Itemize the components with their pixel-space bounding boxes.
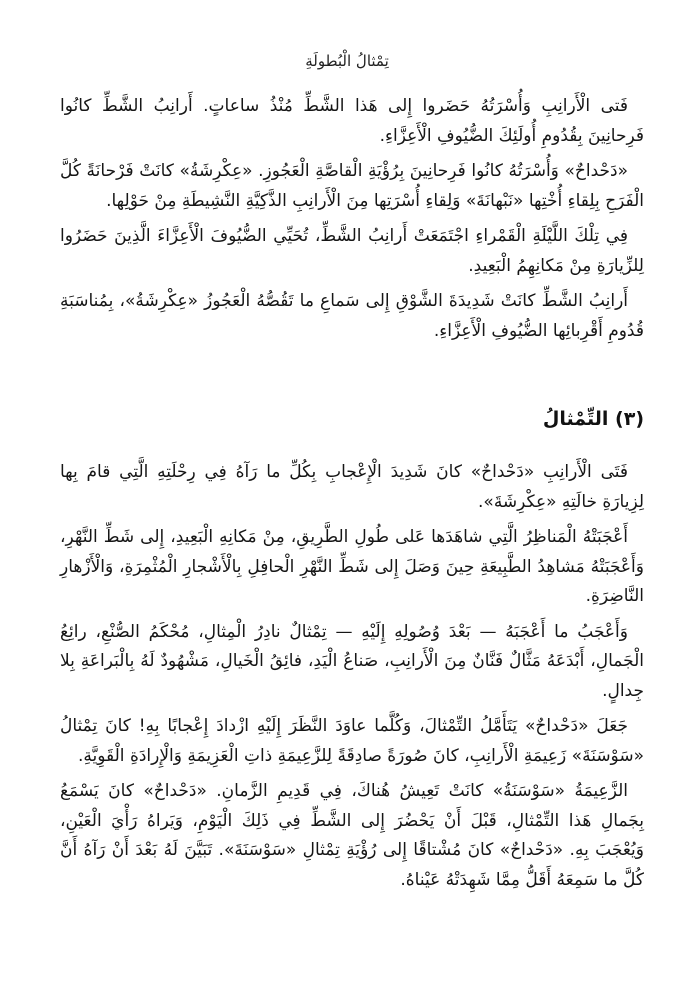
section-1-text xyxy=(60,92,644,352)
paragraph: فَتى الْأَرانِبِ وَأُسْرَتُهُ حَضَروا إِلى هَذا الشَّطِّ مُنْذُ ساعاتٍ. أَرانِبُ الشَّطِّ كانُوا فَرِحانِينَ بِقُدُومِ أُولَئِكَ الضُّيُوفِ الْأَعِزَّاءِ. xyxy=(60,96,644,146)
paragraph: وَأَعْجَبُ ما أَعْجَبَهُ — بَعْدَ وُصُولِهِ إِلَيْهِ — تِمْثالٌ نادِرُ الْمِثالِ، مُحْكَمُ الصُّنْعِ، رائِعُ الْجَمالِ، أَبْدَعَهُ مَثَّالٌ فَنَّانٌ مِنَ الْأَرانِبِ، صَناعُ الْيَدِ، فائِقُ الْخَيالِ، مَشْهُودٌ لَهُ بِالْبَراعَةِ بِلا جِدالٍ. xyxy=(60,621,644,701)
paragraph: فَتَى الْأَرانِبِ «دَحْداحٌ» كانَ شَدِيدَ الْإِعْجابِ بِكُلِّ ما رَآهُ فِي رِحْلَتِهِ الَّتِي قامَ بِها لِزِيارَةِ خالَتِهِ «عِكْرِشَةَ». xyxy=(60,462,644,512)
paragraph: أَعْجَبَتْهُ الْمَناظِرُ الَّتِي شاهَدَها عَلى طُولِ الطَّرِيقِ، مِنْ مَكانِهِ الْبَعِيدِ، إِلى شَطِّ النَّهْرِ، وَأَعْجَبَتْهُ مَشاهِدُ الطَّبِيعَةِ حِينَ وَصَلَ إِلى شَطِّ النَّهْرِ الْحافِلِ بِالْأَشْجارِ الْمُثْمِرَةِ، وَالْأَزْهارِ النَّاضِرَةِ. xyxy=(60,527,644,606)
paragraph: أَرانِبُ الشَّطِّ كانَتْ شَدِيدَةَ الشَّوْقِ إِلى سَماعِ ما تَقُصُّهُ الْعَجُوزُ «عِكْرِشَةُ»، بِمُناسَبَةِ قُدُومِ أَقْرِبائِها الضُّيُوفِ الْأَعِزَّاءِ. xyxy=(60,291,644,341)
section-heading: (٣) التِّمْثالُ xyxy=(542,408,644,430)
paragraph: الزَّعِيمَةُ «سَوْسَنَةُ» كانَتْ تَعِيشُ هُناكَ، فِي قَدِيمِ الزَّمانِ. «دَحْداحٌ» كانَ يَسْمَعُ بِجَمالِ هَذا التِّمْثالِ، قَبْلَ أَنْ يَحْضُرَ إِلى الشَّطِّ فِي ذَلِكَ الْيَوْمِ، وَيَراهُ رَأْيَ الْعَيْنِ، وَيُعْجَبَ بِهِ. «دَحْداحٌ» كانَ مُشْتاقًا إِلى رُؤْيَةِ تِمْثالِ «سَوْسَنَةَ». تَبَيَّنَ لَهُ بَعْدَ أَنْ رَآهُ أَنَّ كُلَّ ما سَمِعَهُ أَقَلُّ مِمَّا شَهِدَتْهُ عَيْناهُ. xyxy=(60,781,644,890)
section-2-text xyxy=(60,458,644,901)
paragraph: «دَحْداحٌ» وَأُسْرَتُهُ كانُوا فَرِحانِينَ بِرُؤْيَةِ الْقاصَّةِ الْعَجُوزِ. «عِكْرِشَةُ» كانَتْ فَرْحانَةً كُلَّ الْفَرَحِ بِلِقاءِ أُخْتِها «نَبْهانَةَ» وَلِقاءِ أُسْرَتِها مِنَ الْأَرانِبِ الذَّكِيَّةِ النَّشِيطَةِ مِنْ حَوْلِها. xyxy=(60,161,644,211)
paragraph: جَعَلَ «دَحْداحٌ» يَتَأَمَّلُ التِّمْثالَ، وَكُلَّما عاوَدَ النَّظَرَ إِلَيْهِ ازْدادَ إِعْجابًا بِهِ! كانَ تِمْثالُ «سَوْسَنَةَ» زَعِيمَةِ الْأَرانِبِ، كانَ صُورَةً صادِقَةً لِلزَّعِيمَةِ ذاتِ الْعَزِيمَةِ وَالْإِرادَةِ الْقَوِيَّةِ. xyxy=(60,716,644,766)
paragraph: فِي تِلْكَ اللَّيْلَةِ الْقَمْراءِ اجْتَمَعَتْ أَرانِبُ الشَّطِّ، تُحَيِّي الضُّيُوفَ الْأَعِزَّاءَ الَّذِينَ حَضَرُوا لِلزِّيارَةِ مِنْ مَكانِهِمُ الْبَعِيدِ. xyxy=(60,226,644,276)
running-head: تِمْثالُ الْبُطولَةِ xyxy=(305,52,389,70)
